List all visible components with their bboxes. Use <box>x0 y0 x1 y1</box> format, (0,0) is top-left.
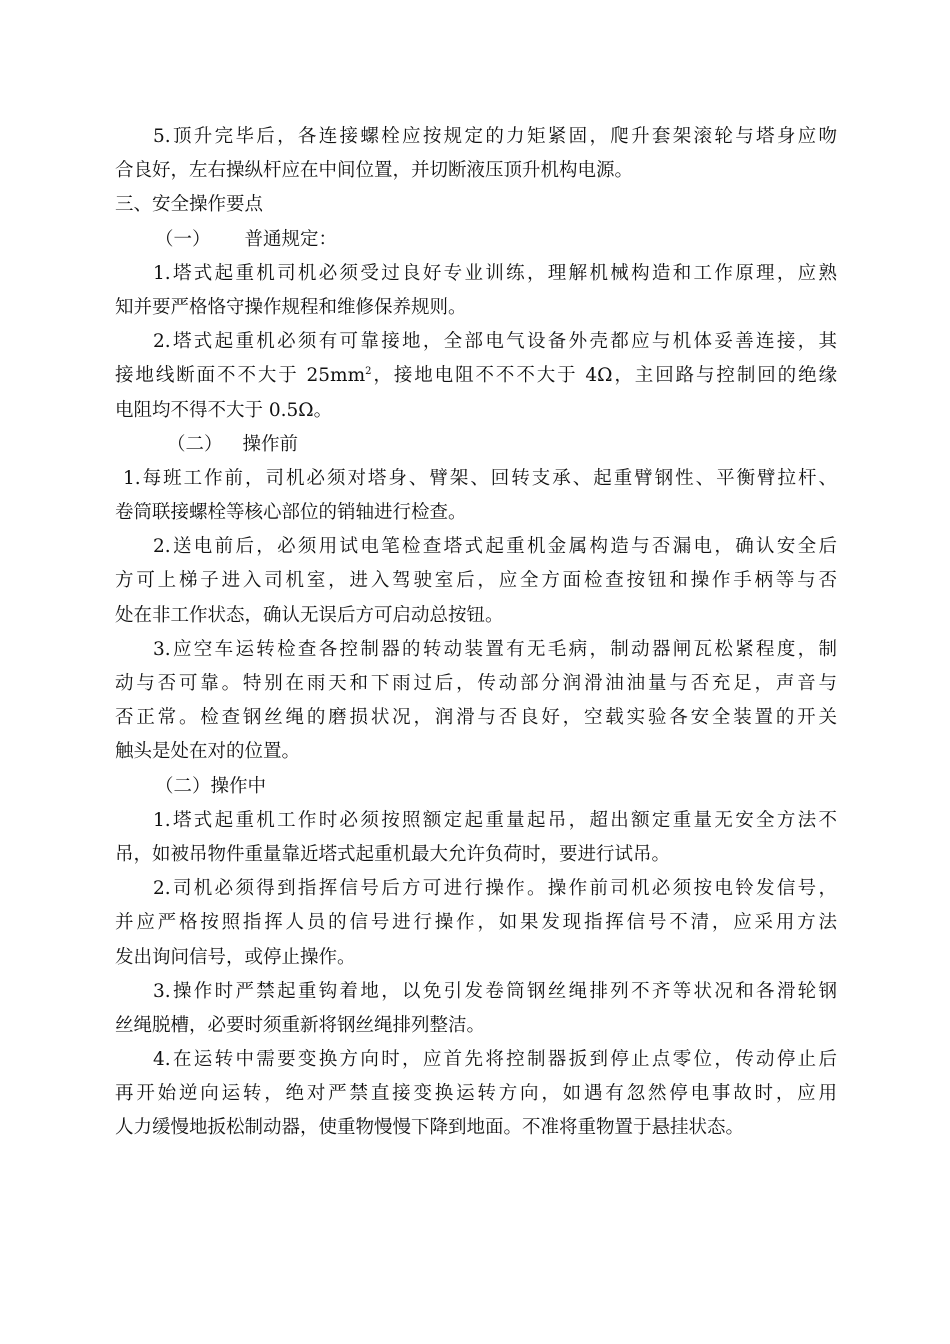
paragraph-line: 人力缓慢地扳松制动器，使重物慢慢下降到地面。不准将重物置于悬挂状态。 <box>115 1117 745 1139</box>
subsection-heading <box>115 223 837 257</box>
paragraph-line: 1.塔式起重机司机必须受过良好专业训练，理解机械构造和工作原理，应熟 <box>153 262 837 284</box>
paragraph-line: 1.塔式起重机工作时必须按照额定起重量起吊，超出额定重量无安全方法不 <box>153 809 837 831</box>
paragraph-line: 2.送电前后，必须用试电笔检查塔式起重机金属构造与否漏电，确认安全后 <box>153 536 837 558</box>
section-heading: 三、安全操作要点 <box>115 194 264 216</box>
superscript: 2 <box>365 366 372 378</box>
paragraph-line: 卷筒联接螺栓等核心部位的销轴进行检查。 <box>115 502 467 524</box>
subsection-number: （二） <box>167 433 223 455</box>
subsection-title: 普通规定： <box>244 228 338 250</box>
paragraph-line: 发出询问信号，或停止操作。 <box>115 946 356 968</box>
subsection-title: 操作前 <box>242 433 299 455</box>
paragraph-line: 触头是处在对的位置。 <box>115 741 301 763</box>
subsection-number: （一） <box>155 228 211 250</box>
paragraph-line: 动与否可靠。特别在雨天和下雨过后，传动部分润滑油油量与否充足，声音与 <box>115 673 837 694</box>
paragraph-line: 知并要严格恪守操作规程和维修保养规则。 <box>115 296 467 318</box>
paragraph-line: 并应严格按照指挥人员的信号进行操作，如果发现指挥信号不清，应采用方法 <box>115 912 837 934</box>
paragraph-line: 2.塔式起重机必须有可靠接地，全部电气设备外壳都应与机体妥善连接，其 <box>153 331 837 353</box>
text-segment: 接地线断面不不大于 25mm <box>115 365 366 387</box>
paragraph-line <box>115 359 837 393</box>
paragraph-line: 再开始逆向运转，绝对严禁直接变换运转方向，如遇有忽然停电事故时，应用 <box>115 1083 837 1105</box>
paragraph-line: 4.在运转中需要变换方向时，应首先将控制器扳到停止点零位，传动停止后 <box>153 1049 837 1071</box>
paragraph-line: 方可上梯子进入司机室，进入驾驶室后，应全方面检查按钮和操作手柄等与否 <box>115 570 837 592</box>
paragraph-line: 丝绳脱槽，必要时须重新将钢丝绳排列整洁。 <box>115 1014 486 1036</box>
paragraph-line: 5.顶升完毕后，各连接螺栓应按规定的力矩紧固，爬升套架滚轮与塔身应吻 <box>153 126 837 147</box>
document-page <box>115 120 837 1146</box>
paragraph-line: 处在非工作状态，确认无误后方可启动总按钮。 <box>115 604 504 626</box>
paragraph-line: 电阻均不得不大于 0.5Ω。 <box>115 399 333 421</box>
subsection-heading: （二）操作中 <box>155 775 267 797</box>
paragraph-line: 合良好，左右操纵杆应在中间位置，并切断液压顶升机构电源。 <box>115 160 634 182</box>
paragraph-line: 2.司机必须得到指挥信号后方可进行操作。操作前司机必须按电铃发信号， <box>153 878 837 900</box>
paragraph-line: 3.操作时严禁起重钩着地，以免引发卷筒钢丝绳排列不齐等状况和各滑轮钢 <box>153 980 837 1002</box>
paragraph-line: 吊，如被吊物件重量靠近塔式起重机最大允许负荷时，要进行试吊。 <box>115 843 671 865</box>
paragraph-line: 3.应空车运转检查各控制器的转动装置有无毛病，制动器闸瓦松紧程度，制 <box>153 638 837 660</box>
subsection-heading <box>115 428 837 462</box>
paragraph-line: 1.每班工作前，司机必须对塔身、臂架、回转支承、起重臂钢性、平衡臂拉杆、 <box>123 467 837 489</box>
text-segment: ，接地电阻不不不大于 4Ω，主回路与控制回的绝缘 <box>371 365 837 387</box>
paragraph-line: 否正常。检查钢丝绳的磨损状况，润滑与否良好，空载实验各安全装置的开关 <box>115 707 837 729</box>
